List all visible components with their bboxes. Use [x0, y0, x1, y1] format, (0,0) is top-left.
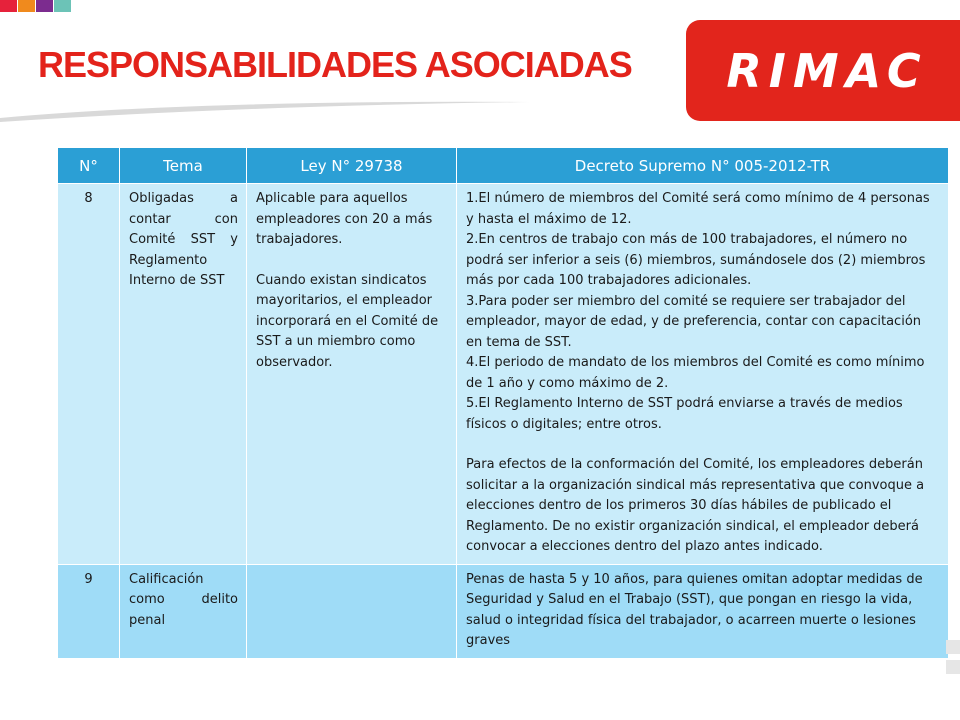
header-tema: Tema [120, 148, 247, 184]
side-decoration [946, 660, 960, 674]
logo-text: RIMAC [726, 43, 928, 98]
decreto-item: 1.El número de miembros del Comité será como mínimo de 4 personas y hasta el máximo de 12. [466, 191, 930, 227]
row-ley [247, 184, 457, 565]
responsibilities-table [57, 147, 949, 659]
side-decoration [946, 640, 960, 654]
ley-paragraph: Aplicable para aquellos empleadores con 20 a más trabajadores. [256, 191, 433, 247]
table-row [58, 564, 949, 658]
row-tema: Obligadas a contar con Comité SST y Reglamento Interno de SST [120, 184, 247, 565]
title-underline-swoosh [0, 92, 540, 122]
row-number: 8 [58, 184, 120, 565]
row-number: 9 [58, 564, 120, 658]
deco-bar-teal [54, 0, 71, 12]
header-decreto: Decreto Supremo N° 005-2012-TR [457, 148, 949, 184]
ley-paragraph: Cuando existan sindicatos mayoritarios, el empleador incorporará en el Comité de SST a un miembro como observador. [256, 272, 439, 370]
row-decreto [457, 184, 949, 565]
deco-bar-purple [36, 0, 53, 12]
row-ley [247, 564, 457, 658]
decorative-color-bars [0, 0, 72, 12]
table-row [58, 184, 949, 565]
table-header-row [58, 148, 949, 184]
header-number: N° [58, 148, 120, 184]
decreto-item: 3.Para poder ser miembro del comité se requiere ser trabajador del empleador, mayor de edad, y de preferencia, contar con capacitación en tema de SST. [466, 293, 922, 350]
decreto-note: Para efectos de la conformación del Comité, los empleadores deberán solicitar a la organización sindical más representativa que convoque a elecciones dentro de los primeros 30 días hábiles de publicado el Reglamento. De no existir organización sindical, el empleador deberá convocar a elecciones dentro del plazo antes indicado. [466, 457, 925, 554]
slide-title: RESPONSABILIDADES ASOCIADAS [38, 44, 632, 85]
deco-bar-orange [18, 0, 35, 12]
decreto-item: 4.El periodo de mandato de los miembros del Comité es como mínimo de 1 año y como máximo de 2. [466, 355, 925, 391]
rimac-logo [686, 20, 960, 121]
row-decreto: Penas de hasta 5 y 10 años, para quienes omitan adoptar medidas de Seguridad y Salud en el Trabajo (SST), que pongan en riesgo la vida, salud o integridad física del trabajador, o acarreen muerte o lesiones graves [457, 564, 949, 658]
row-tema: Calificación como delito penal [120, 564, 247, 658]
decreto-item: 2.En centros de trabajo con más de 100 trabajadores, el número no podrá ser inferior a seis (6) miembros, sumándosele dos (2) miembros más por cada 100 trabajadores adicionales. [466, 232, 926, 288]
decreto-item: 5.El Reglamento Interno de SST podrá enviarse a través de medios físicos o digitales; entre otros. [466, 396, 903, 432]
deco-bar-red [0, 0, 17, 12]
header-ley: Ley N° 29738 [247, 148, 457, 184]
